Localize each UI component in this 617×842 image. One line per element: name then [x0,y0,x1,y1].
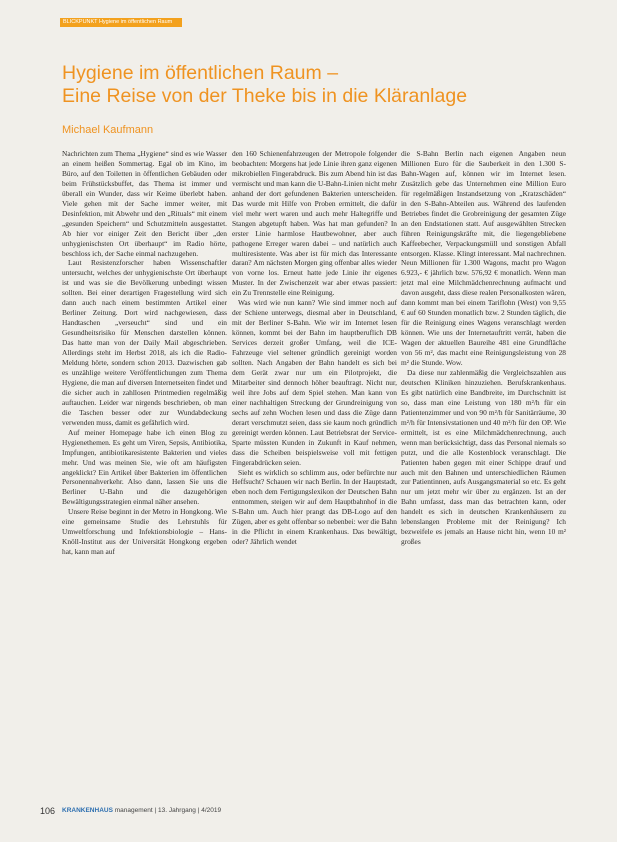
paragraph: Was wird wie nun kann? Wie sind immer noch auf der Schiene unterwegs, diesmal aber in Deutschland, mit der Berliner S-Bahn. Wie wir im Internet lesen können, kommt bei der Bahn im hauptberuflich DB Services derzeit großer Umfang, weil die ICE-Fahrzeuge viel seltener gründlich gereinigt worden sollten. Nach Angaben der Bahn handelt es sich bei dem Gerät zwar nur um ein Pilotprojekt, die Mitarbeiter sind dennoch höher beauftragt. Nicht nur, weil ihre Jobs auf dem Spiel stehen. Man kann von einer nachhaltigen Streckung der Grundreinigung von sechs auf zehn Wochen lesen und dass die Züge dann derart verschmutzt seien, dass sie kaum noch gründlich gereinigt werden können. Laut Betriebsrat der Service-Sparte müssten Kunden in Zukunft in Kauf nehmen, dass die Scheiben beispielsweise voll mit fettigen Fingerabdrücken seien. [232,298,397,467]
article-title-line-1: Hygiene im öffentlichen Raum – [62,62,339,84]
journal-info [62,807,221,814]
journal-brand: KRANKENHAUS [62,807,113,814]
section-header-band [60,18,182,27]
article-title-line-2: Eine Reise von der Theke bis in die Kläranlage [62,85,468,107]
paragraph: den 160 Schienenfahrzeugen der Metropole folgender beobachten: Morgens hat jede Linie ihren ganz eigenen mikrobiellen Fingerabdruck. Bis zum Abend hin ist das vermischt und man kann die U-Bahn-Linien nicht mehr anhand der dort gefundenen Bakterien unterscheiden. Das wurde mit Hilfe von Proben ermittelt, die dafür viel mehr wert waren und auch mehr Haltegriffe und Stangen abgetupft haben. Was hat man gefunden? In erster Linie harmlose Hautbewohner, aber auch pathogene Erreger waren dabei – und natürlich auch multiresistente. Was aber ist für mich das Interessante daran? Am nächsten Morgen ging offenbar alles wieder von vorne los. Erneut hatte jede Linie ihr eigenes Muster. In der Zwischenzeit war aber etwas passiert: ein Zu Trennstelle eine Reinigung. [232,149,397,298]
paragraph: die S-Bahn Berlin nach eigenen Angaben neun Millionen Euro für die Sauberkeit in den 1.300 S-Bahn-Wagen auf, können wir im Internet lesen. Zusätzlich gebe das Unternehmen eine Million Euro für regelmäßigen Instandsetzung von „Kratzschäden“ in den S-Bahn-Abteilen aus. Während des laufenden Betriebes findet die Grobreinigung der gesamten Züge an den Endstationen statt. Auf ausgewählten Strecken führen Reinigungskräfte mit, die liegengebliebene Kaffeebecher, Verpackungsmüll und sonstigen Abfall entsorgen. Klasse. Klingt interessant. Mal nachrechnen. Neun Millionen für 1.300 Wagons, macht pro Wagon 6.923,- € jährlich bzw. 576,92 € monatlich. Wenn man jetzt mal eine Milchmädchenrechnung aufmacht und davon ausgeht, dass diese realen Personalkosten wären, dann kommt man bei einem Tariflohn (West) von 9,55 € auf 60 Stunden monatlich bzw. 2 Stunden täglich, die für die Reinigung eines Wagens veranschlagt werden können. Wie uns der Internetauftritt verrät, haben die Wagen der aktuellen Baureihe 481 eine Grundfläche von 56 m², das macht eine Reinigungsleistung von 28 m² die Stunde. Wow. [401,149,566,368]
paragraph: Unsere Reise beginnt in der Metro in Hongkong. Wie eine gemeinsame Studie des Lehrstuhls für Umweltforschung und Infektionsbiologie – Hans-Knöll-Institut aus der Universität Hongkong ergeben hat, kann man auf [62,507,227,557]
paragraph: Laut Resistenzforscher haben Wissenschaftler untersucht, welches der unhygienischste Ort überhaupt ist und was sie die Bevölkerung unbedingt wissen sollten. Bei einer derartigen Fragestellung wird sich dann auch nach einem bestimmten Artikel einer Berliner Zeitung. Dort wird nachgewiesen, dass Handtaschen „verseucht“ sind und ein Gesundheitsrisiko für Menschen darstellen können. Das hatte man von der Daily Mail abgeschrieben. Allerdings steht im Herbst 2018, als ich die Radio-Meldung hörte, sondern schon 2013. Dazwischen gab es unzählige weitere Veröffentlichungen zum Thema Hygiene, die man auf diversen Internetseiten findet und die sicher auch in zahllosen Printmedien regelmäßig auftauchen. Leider war nirgends beschrieben, ob man die Taschen besser oder zur Wundabdeckung verwenden muss, damit es gefährlich wird. [62,258,227,427]
paragraph: Sieht es wirklich so schlimm aus, oder befürchte nur Heffsucht? Schauen wir nach Berlin. In der Hauptstadt, eben noch dem Fertigungslexikon der Deutschen Bahn entnommen, steigen wir auf dem Hauptbahnhof in die S-Bahn um. Auch hier prangt das DB-Logo auf den Zügen, aber es geht offenbar so nebenbei: wer die Bahn in die Pflicht in einem Krankenhaus. Das bewältigt, oder? Jährlich wendet [232,467,397,547]
section-label: BLICKPUNKT Hygiene im öffentlichen Raum [63,19,173,25]
article-title [62,62,582,108]
journal-issue: management | 13. Jahrgang | 4/2019 [114,807,222,814]
text-column-1 [62,149,227,817]
page-number: 106 [40,806,56,816]
text-column-3 [401,149,566,817]
article-author: Michael Kaufmann [62,124,154,136]
page-footer [40,806,340,818]
paragraph: Nachrichten zum Thema „Hygiene“ sind es wie Wasser an einem heißen Sommertag. Egal ob im Kino, im Büro, auf den Toiletten in öffentlichen Gebäuden oder beim Frühstücksbuffet, das Thema ist immer und überall ein Wunder, dass wir Keime überlebt haben. Viele gehen mit der Sache immer weiter, mit Desinfektion, mit Abwehr und den „Rituals“ mit einem „gesunden Speichern“ und Schutzmitteln ausgestattet. Ab hier vor einiger Zeit den Bericht über „den unhygienischsten Ort überhaupt“ im Radio hörte, beschloss ich, der Sache einmal nachzugehen. [62,149,227,258]
paragraph: Auf meiner Homepage habe ich einen Blog zu Hygienethemen. Es geht um Viren, Sepsis, Antibiotika, Impfungen, antibiotikaresistente Bakterien und vieles mehr. Und was meinen Sie, wie oft am häufigsten angeklickt? Ein Artikel über Bakterien im öffentlichen Personennahverkehr. Also dann, lassen Sie uns die Berliner U-Bahn und die dazugehörigen Bewältigungsstrategien einmal näher ansehen. [62,427,227,507]
text-column-2 [232,149,397,817]
paragraph: Da diese nur zahlenmäßig die Vergleichszahlen aus deutschen Kliniken hinzuziehen. Berufskrankenhaus. Es gibt natürlich eine Bandbreite, im Durchschnitt ist so, dass man eine Leistung von 180 m²/h für ein Patientenzimmer und von 90 m²/h für Sanitärräume, 30 m²/h für Intensivstationen und 40 m²/h für den OP. Wie ermittelt, ist es eine Milchmädchenrechnung, auch wenn man berücksichtigt, dass das Personal niemals so putzt, und die alle Kostenblock veranschlagt. Die Patienten haben gegen mit einer Schippe drauf und auch mit den Bahnen und unterschiedlichen Räumen zur Patientinnen, aufs Ausgangsmaterial so etc. Es geht nur um jetzt mehr wir über zu ergänzen. Ist an der Bahn umfasst, dass man das betrachten kann, oder handelt es sich in deutschen Krankenhäusern zu lebenslangen Probleme mit der Reinigung? Ich bezweifele es jemals an Hause nicht hin, wenn 10 m² großes [401,367,566,547]
